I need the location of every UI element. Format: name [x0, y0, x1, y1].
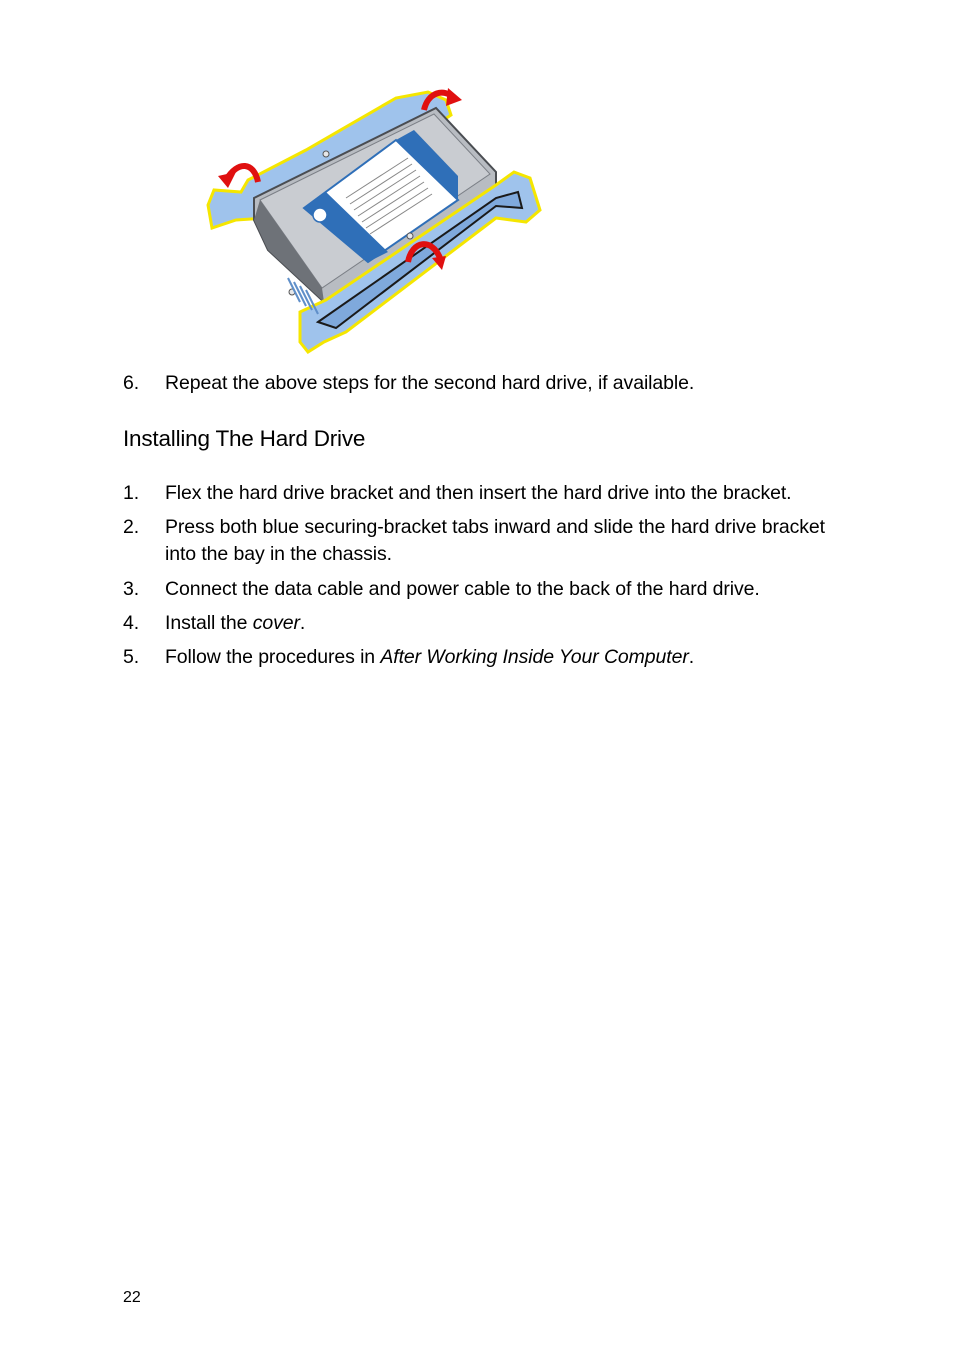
hard-drive-bracket-illustration: [196, 80, 566, 362]
list-item: [123, 576, 853, 603]
list-item: [123, 610, 853, 637]
step-text: Repeat the above steps for the second hard drive, if available.: [165, 372, 695, 394]
step-number: 5.: [123, 646, 140, 668]
step-number: 3.: [123, 578, 140, 600]
step-text-before: Install the: [165, 612, 253, 634]
step-text-after: .: [688, 646, 695, 668]
step-number: 6.: [123, 372, 140, 394]
screw-icon: [407, 233, 413, 239]
step-text-after: .: [299, 612, 306, 634]
section-heading: Installing The Hard Drive: [123, 426, 366, 451]
step-text: Connect the data cable and power cable to the back of the hard drive.: [165, 578, 760, 600]
page-number: 22: [123, 1289, 141, 1306]
screw-icon: [323, 151, 329, 157]
list-item: [123, 514, 853, 568]
step-text: Press both blue securing-bracket tabs inward and slide the hard drive bracket into the bay in the chassis.: [165, 516, 825, 565]
after-working-link[interactable]: After Working Inside Your Computer: [380, 646, 689, 668]
drive-label-globe-icon: [313, 208, 327, 222]
step-number: 2.: [123, 516, 140, 538]
step-number: 4.: [123, 612, 140, 634]
step-text-before: Follow the procedures in: [165, 646, 381, 668]
list-item: [123, 644, 853, 671]
step-text: [165, 644, 853, 671]
cover-link[interactable]: cover: [252, 612, 300, 634]
step-text: Flex the hard drive bracket and then insert the hard drive into the bracket.: [165, 482, 792, 504]
list-item: [123, 370, 853, 397]
step-number: 1.: [123, 482, 140, 504]
list-item: [123, 480, 853, 507]
step-text: [165, 610, 853, 637]
